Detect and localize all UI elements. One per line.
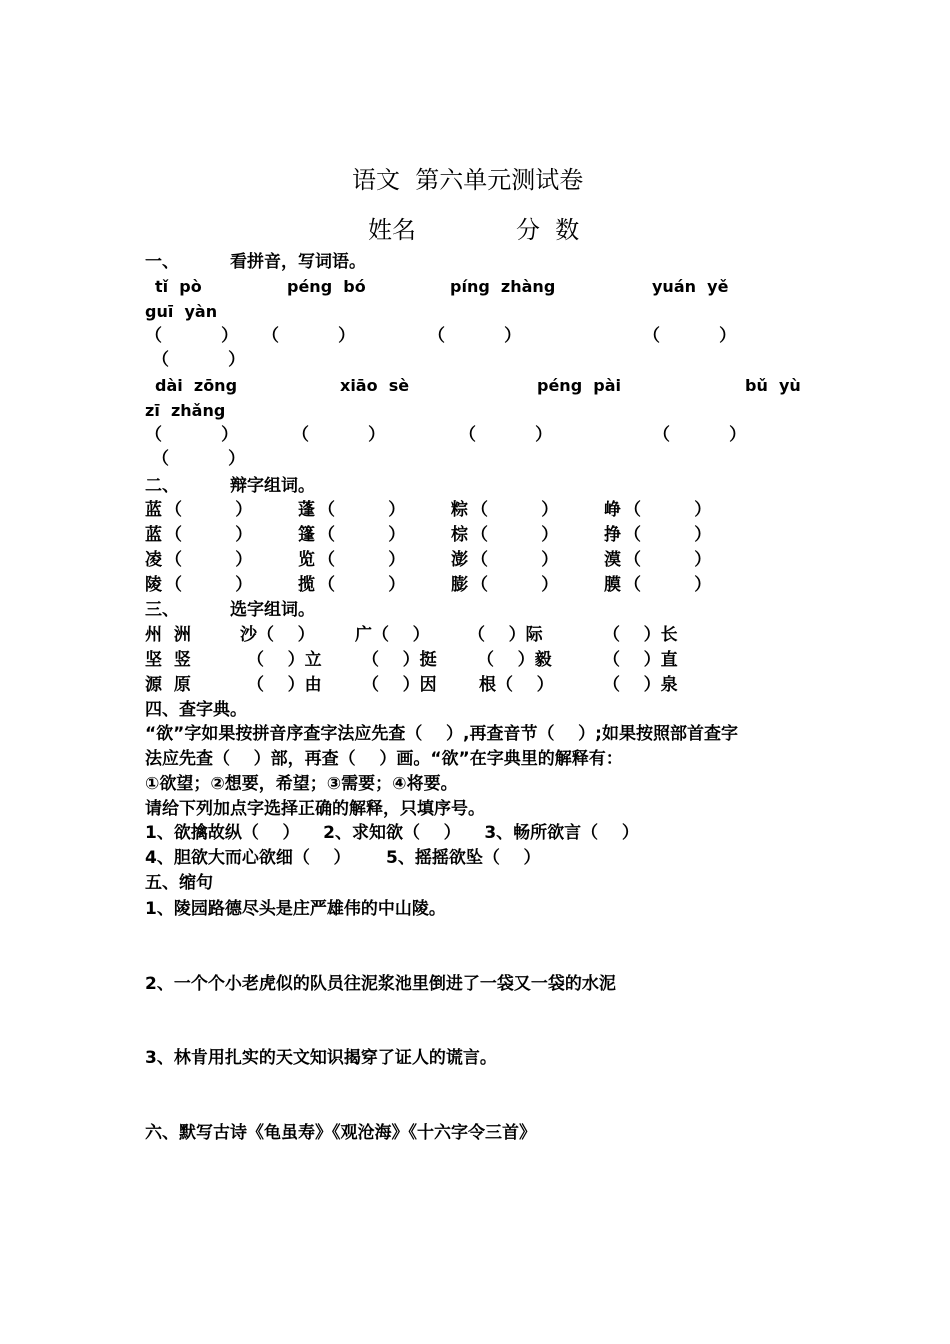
pinyin-item: guī yàn [145, 302, 218, 321]
word-blank[interactable]: （ ）泉 [603, 675, 678, 695]
pinyin-item: tǐ pò [155, 277, 202, 296]
char: 棕 [451, 525, 468, 545]
char: 篷 [298, 525, 315, 545]
pinyin-item: péng pài [537, 376, 622, 395]
answer-blank[interactable]: （ ） [318, 525, 406, 545]
sentence-item: 2、一个个小老虎似的队员往泥浆池里倒进了一袋又一袋的水泥 [145, 974, 616, 994]
section-2-number: 二、 [145, 476, 179, 496]
sentence-item: 1、陵园路德尽头是庄严雄伟的中山陵。 [145, 899, 446, 919]
answer-blank[interactable]: （ ） [624, 525, 712, 545]
word-blank[interactable]: （ ）际 [468, 625, 543, 645]
char: 澎 [451, 550, 468, 570]
section-3-heading: 选字组词。 [230, 600, 315, 620]
char-pair: 坚 竖 [145, 650, 191, 670]
section-5-heading: 五、缩句 [145, 873, 213, 893]
section-1-number: 一、 [145, 252, 179, 272]
answer-blank[interactable]: （ ） [318, 550, 406, 570]
answer-blank[interactable]: （ ） [145, 425, 239, 445]
section-2-heading: 辩字组词。 [230, 476, 315, 496]
word-blank[interactable]: 根（ ） [479, 675, 554, 695]
word-blank[interactable]: （ ）直 [603, 650, 678, 670]
word-blank[interactable]: （ ）挺 [362, 650, 437, 670]
answer-blank[interactable]: （ ） [624, 550, 712, 570]
name-label: 姓名 [368, 216, 416, 244]
question-items: 4、胆欲大而心欲细（ ） 5、摇摇欲坠（ ） [145, 848, 541, 868]
word-blank[interactable]: （ ）立 [247, 650, 322, 670]
question-items: 1、欲擒故纵（ ） 2、求知欲（ ） 3、畅所欲言（ ） [145, 823, 639, 843]
dictionary-question-line: “欲”字如果按拼音序查字法应先查（ ）,再查音节（ ）;如果按照部首查字 [145, 724, 738, 744]
answer-blank[interactable]: （ ） [165, 550, 253, 570]
word-blank[interactable]: （ ）因 [362, 675, 437, 695]
instruction-text: 请给下列加点字选择正确的解释，只填序号。 [145, 799, 485, 819]
dictionary-question-line: 法应先查（ ）部，再查（ ）画。“欲”在字典里的解释有： [145, 749, 623, 769]
char: 膜 [604, 575, 621, 595]
char: 膨 [451, 575, 468, 595]
answer-blank[interactable]: （ ） [471, 525, 559, 545]
section-1-heading: 看拼音，写词语。 [230, 252, 366, 272]
answer-blank[interactable]: （ ） [318, 575, 406, 595]
definition-list: ①欲望；②想要，希望；③需要；④将要。 [145, 774, 458, 794]
word-blank[interactable]: （ ）毅 [477, 650, 552, 670]
answer-blank[interactable]: （ ） [145, 326, 239, 346]
pinyin-item: péng bó [287, 277, 366, 296]
word-blank[interactable]: 广（ ） [355, 625, 430, 645]
char-pair: 源 原 [145, 675, 191, 695]
section-4-heading: 四、查字典。 [145, 700, 247, 720]
score-label: 分 数 [516, 216, 580, 244]
answer-blank[interactable]: （ ） [643, 326, 737, 346]
char: 蓝 [145, 500, 162, 520]
char: 峥 [604, 500, 621, 520]
answer-blank[interactable]: （ ） [471, 575, 559, 595]
answer-blank[interactable]: （ ） [459, 425, 553, 445]
pinyin-item: yuán yě [652, 277, 729, 296]
answer-blank[interactable]: （ ） [471, 500, 559, 520]
answer-blank[interactable]: （ ） [165, 525, 253, 545]
pinyin-item: zī zhǎng [145, 401, 226, 420]
answer-blank[interactable]: （ ） [653, 425, 747, 445]
answer-blank[interactable]: （ ） [471, 550, 559, 570]
answer-blank[interactable]: （ ） [165, 500, 253, 520]
char: 挣 [604, 525, 621, 545]
char: 蓬 [298, 500, 315, 520]
page-title: 语文 第六单元测试卷 [352, 166, 584, 194]
word-blank[interactable]: （ ）由 [247, 675, 322, 695]
sentence-item: 3、林肯用扎实的天文知识揭穿了证人的谎言。 [145, 1048, 497, 1068]
pinyin-item: píng zhàng [450, 277, 556, 296]
answer-blank[interactable]: （ ） [624, 500, 712, 520]
section-6-heading: 六、默写古诗《龟虽寿》《观沧海》《十六字令三首》 [145, 1123, 536, 1143]
pinyin-item: xiāo sè [340, 376, 410, 395]
char-pair: 州 洲 [145, 625, 191, 645]
char: 览 [298, 550, 315, 570]
pinyin-item: bǔ yù [745, 376, 801, 395]
answer-blank[interactable]: （ ） [292, 425, 386, 445]
char: 陵 [145, 575, 162, 595]
char: 蓝 [145, 525, 162, 545]
answer-blank[interactable]: （ ） [624, 575, 712, 595]
answer-blank[interactable]: （ ） [318, 500, 406, 520]
char: 凌 [145, 550, 162, 570]
char: 漠 [604, 550, 621, 570]
section-3-number: 三、 [145, 600, 179, 620]
answer-blank[interactable]: （ ） [165, 575, 253, 595]
word-blank[interactable]: （ ）长 [603, 625, 678, 645]
char: 粽 [451, 500, 468, 520]
answer-blank[interactable]: （ ） [152, 449, 246, 469]
word-blank[interactable]: 沙（ ） [240, 625, 315, 645]
answer-blank[interactable]: （ ） [428, 326, 522, 346]
answer-blank[interactable]: （ ） [152, 350, 246, 370]
char: 揽 [298, 575, 315, 595]
pinyin-item: dài zōng [155, 376, 238, 395]
answer-blank[interactable]: （ ） [262, 326, 356, 346]
